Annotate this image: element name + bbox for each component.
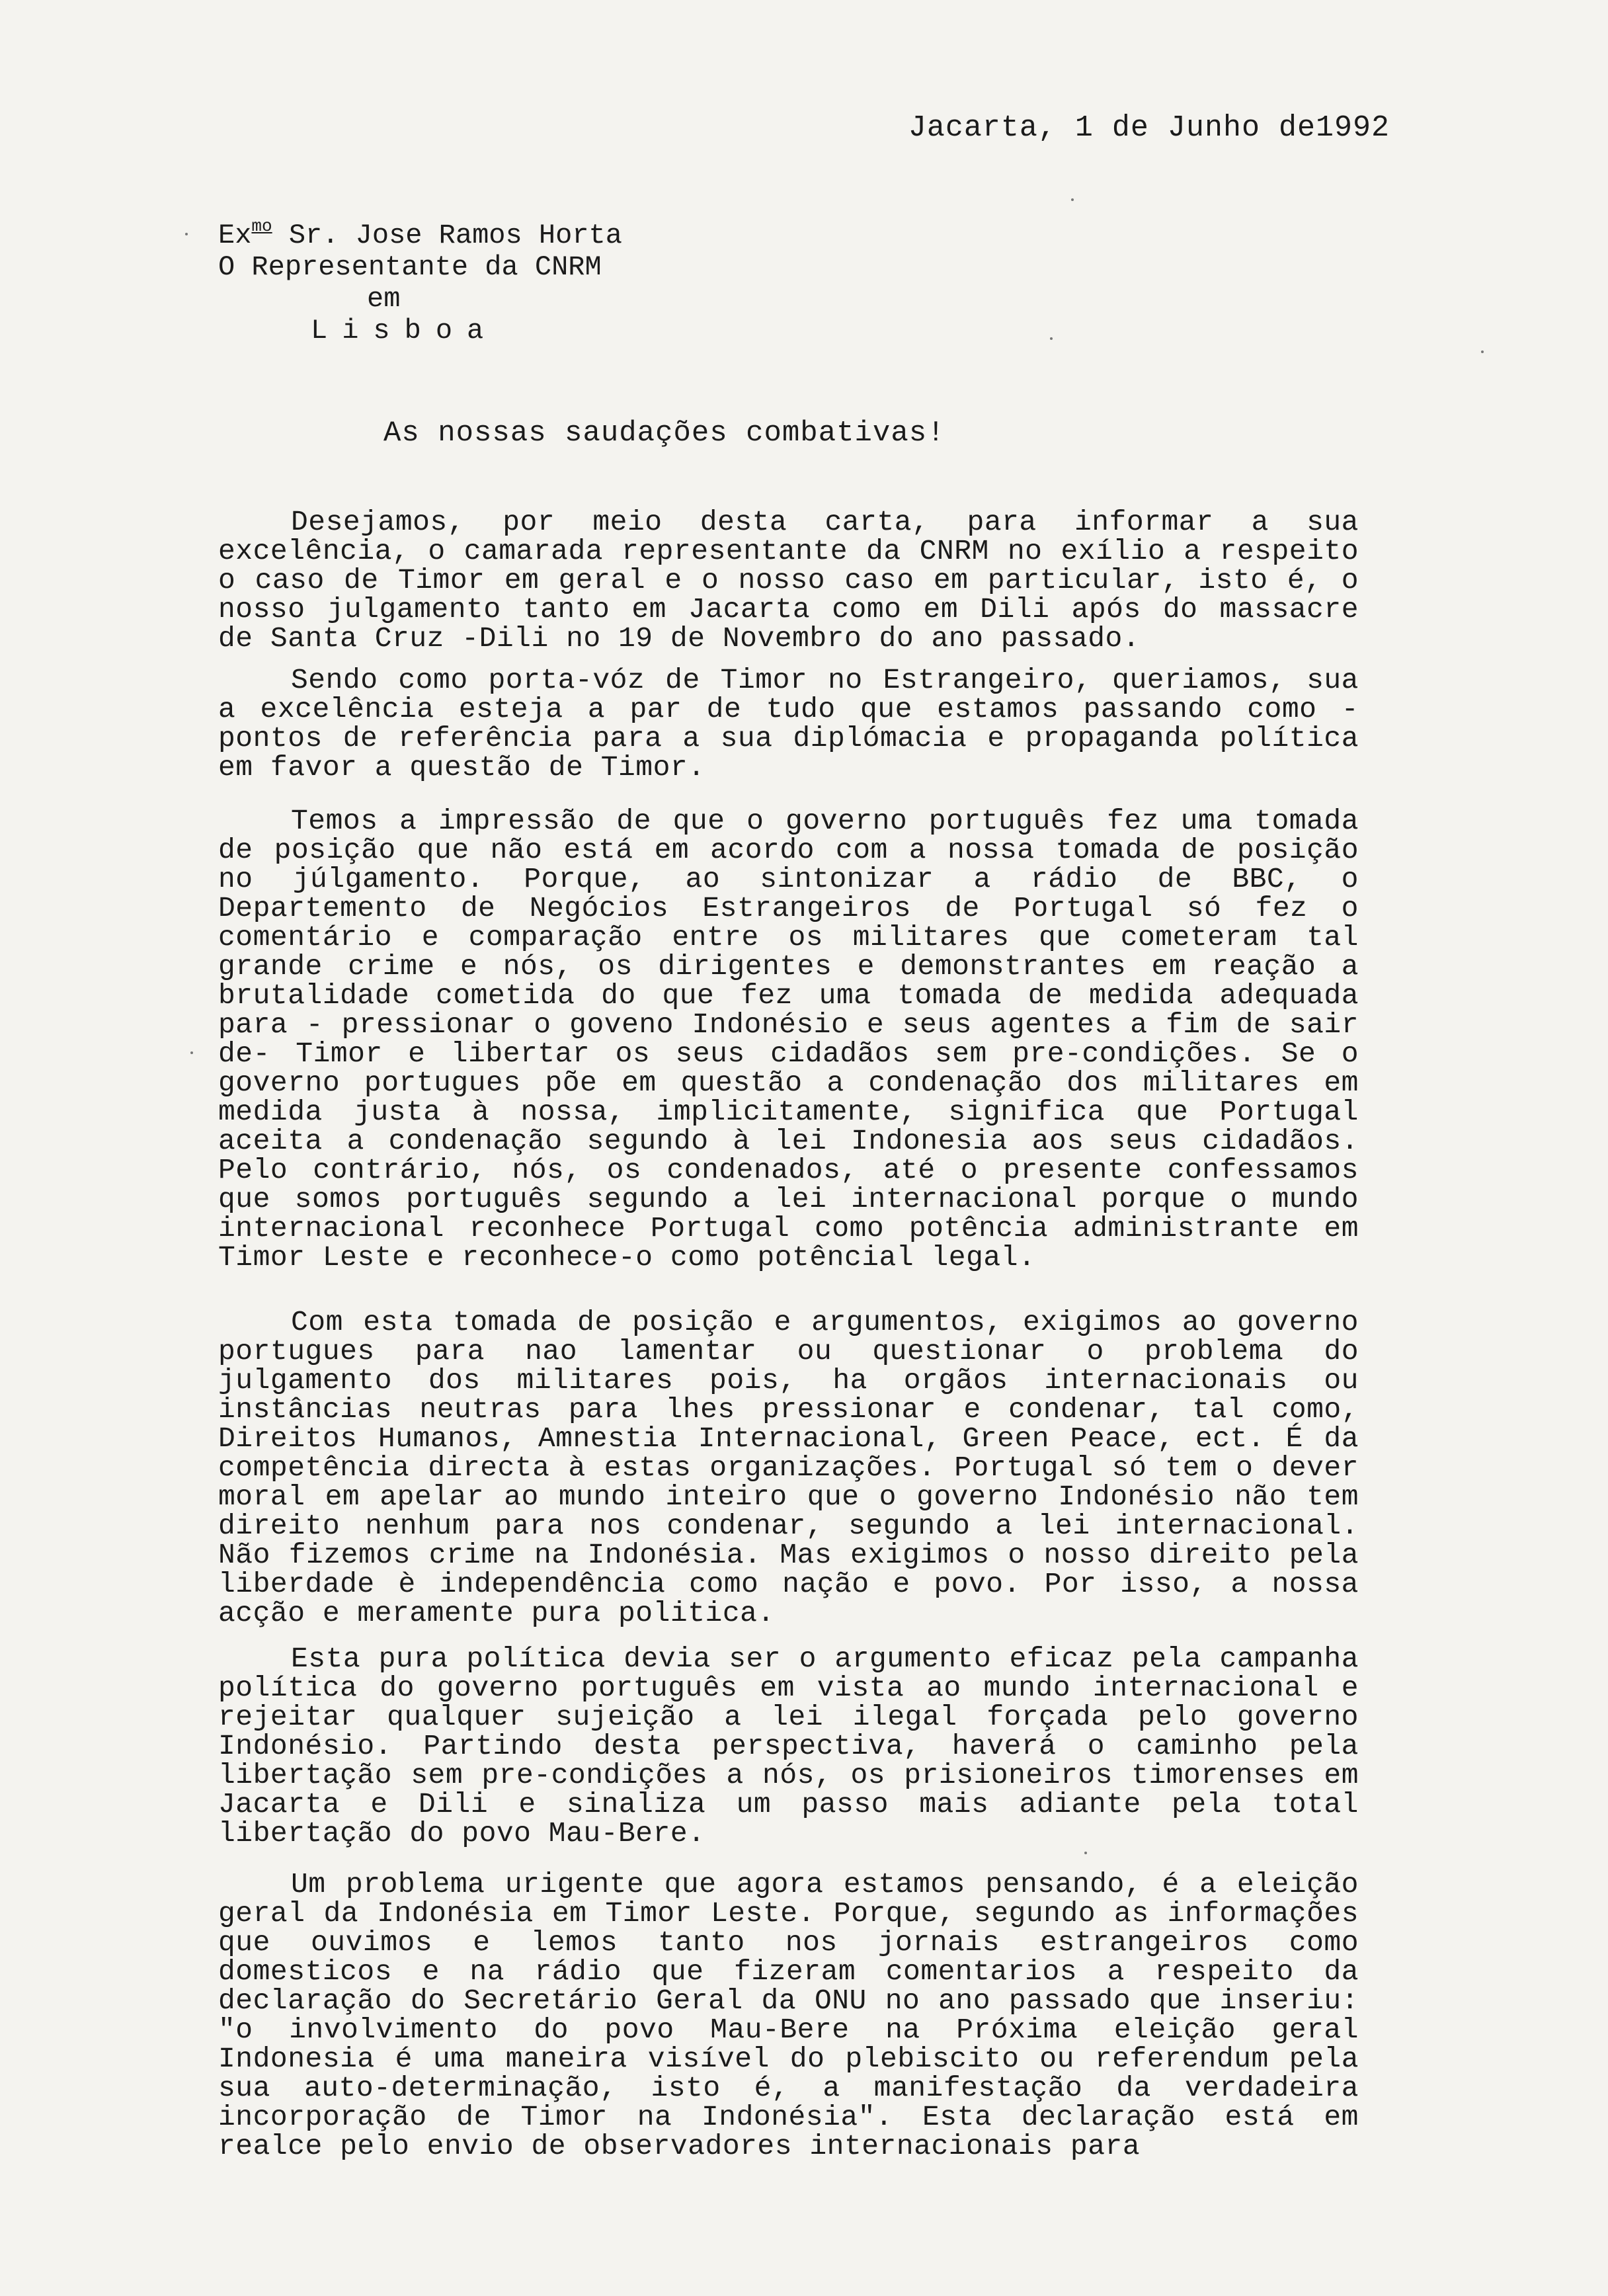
paragraph-3: Temos a impressão de que o governo português fez uma tomada de posição que não está em acordo com a nossa tomada de posição no júlgamento. Porque, ao sintonizar a rádio de BBC, o Departemento de Negócios Estrangeiros de Portugal só fez o comentário e comparação entre os militares que cometeram tal grande crime e nós, os dirigentes e demonstrantes em reação a brutalidade cometida do que fez uma tomada de medida adequada para - pressionar o goveno Indonésio e seus agentes a fim de sair de- Timor e libertar os seus cidadãos sem pre-condições. Se o governo portugues põe em questão a condenação dos militares em medida justa à nossa, implicitamente, significa que Portugal aceita a condenação segundo à lei Indonesia aos seus cidadãos. Pelo contrário, nós, os condenados, até o presente confessamos que somos português segundo a lei internacional porque o mundo internacional reconhece Portugal como potência administrante em Timor Leste e reconhece-o como potêncial legal. (218, 805, 1359, 1274)
letter-date: Jacarta, 1 de Junho de1992 (908, 111, 1390, 145)
paragraph-4: Com esta tomada de posição e argumentos, exigimos ao governo portugues para nao lamentar ou questionar o problema do julgamento dos militares pois, ha orgãos internacionais ou instâncias neutras para lhes pressionar e condenar, tal como, Direitos Humanos, Amnestia Internacional, Green Peace, ect. É da competência directa à estas organizações. Portugal só tem o dever moral em apelar ao mundo inteiro que o governo Indonésio não tem direito nenhum para nos condenar, segundo a lei internacional. Não fizemos crime na Indonésia. Mas exigimos o nosso direito pela liberdade è independência como nação e povo. Por isso, a nossa acção e meramente pura politica. (218, 1306, 1359, 1629)
address-recipient-name: Sr. Jose Ramos Horta (272, 220, 622, 251)
scan-speck (185, 233, 188, 235)
address-city: Lisboa (311, 315, 499, 347)
address-recipient (218, 210, 622, 251)
scan-speck (1481, 350, 1484, 353)
paragraph-5: Esta pura política devia ser o argumento eficaz pela campanha política do governo português em vista ao mundo internacional e rejeitar qualquer sujeição a lei ilegal forçada pelo governo Indonésio. Partindo desta perspectiva, haverá o caminho pela libertação sem pre-condições a nós, os prisioneiros timorenses em Jacarta e Dili e sinaliza um passo mais adiante pela total libertação do povo Mau-Bere. (218, 1643, 1359, 1850)
paragraph-6: Um problema urigente que agora estamos pensando, é a eleição geral da Indonésia em Timor Leste. Porque, segundo as informações que ouvimos e lemos tanto nos jornais estrangeiros como domesticos e na rádio que fizeram comentarios a respeito da declaração do Secretário Geral da ONU no ano passado que inseriu: "o involvimento do povo Mau-Bere na Próxima eleição geral Indonesia é uma maneira visível do plebiscito ou referendum pela sua auto-determinação, isto é, a manifestação da verdadeira incorporação de Timor na Indonésia". Esta declaração está em realce pelo envio de observadores internacionais para (218, 1868, 1359, 2162)
scan-speck (190, 1051, 193, 1054)
scan-speck (1084, 1852, 1087, 1854)
scan-speck (1050, 337, 1053, 340)
address-block (218, 210, 622, 347)
address-preposition: em (367, 283, 401, 315)
scan-speck (1071, 198, 1074, 201)
paragraph-1: Desejamos, por meio desta carta, para informar a sua excelência, o camarada representante da CNRM no exílio a respeito o caso de Timor em geral e o nosso caso em particular, isto é, o nosso julgamento tanto em Jacarta como em Dili após do massacre de Santa Cruz -Dili no 19 de Novembro do ano passado. (218, 506, 1359, 655)
address-title-superscript: mo (251, 216, 272, 236)
salutation: As nossas saudações combativas! (383, 417, 945, 450)
address-role: O Representante da CNRM (218, 251, 602, 283)
paragraph-2: Sendo como porta-vóz de Timor no Estrangeiro, queriamos, sua a excelência esteja a par de tudo que estamos passando como - pontos de referência para a sua diplómacia e propaganda política em favor a questão de Timor. (218, 664, 1359, 784)
address-prefix: Ex (218, 220, 252, 251)
